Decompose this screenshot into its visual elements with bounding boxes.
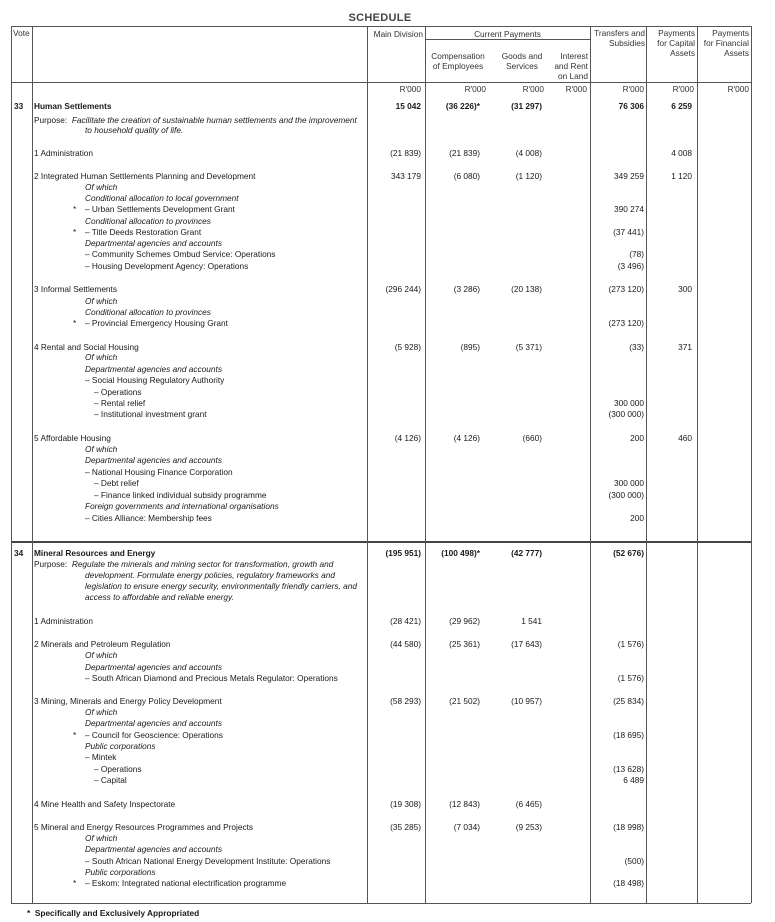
amount-gs: (660): [522, 433, 542, 443]
vote-title: Human Settlements: [34, 101, 112, 111]
amount-ce: (895): [460, 342, 480, 352]
footnote-text: Specifically and Exclusively Appropriated: [34, 908, 200, 918]
header-goods-services: Goods and Services: [501, 51, 543, 71]
amount-ce: (3 286): [453, 284, 480, 294]
header-vote: Vote: [13, 28, 30, 38]
row-label: 4 Mine Health and Safety Inspectorate: [34, 799, 176, 809]
rule-current-payments: [425, 39, 590, 40]
row-label: – Rental relief: [94, 398, 146, 408]
rule-vote-divider: [11, 541, 751, 543]
row-label: – Debt relief: [94, 478, 139, 488]
col-rule: [646, 26, 647, 903]
row-label: Public corporations: [85, 741, 156, 751]
col-rule: [425, 26, 426, 903]
unit-capital: R'000: [672, 84, 694, 94]
amount-gs: (31 297): [511, 101, 542, 111]
header-financial-assets: Payments for Financial Assets: [703, 28, 749, 58]
amount-pc: 4 008: [671, 148, 692, 158]
row-label: 5 Affordable Housing: [34, 433, 111, 443]
unit-transfers: R'000: [622, 84, 644, 94]
rule-top: [11, 26, 751, 27]
amount-ce: (4 126): [453, 433, 480, 443]
appropriation-marker: *: [73, 730, 77, 740]
unit-compensation: R'000: [464, 84, 486, 94]
row-label: Of which: [85, 833, 118, 843]
header-transfers-subsidies: Transfers and Subsidies: [594, 28, 645, 48]
amount-ts: (25 834): [613, 696, 644, 706]
amount-pc: 6 259: [671, 101, 692, 111]
amount-gs: (5 371): [515, 342, 542, 352]
header-capital-assets: Payments for Capital Assets: [657, 28, 695, 58]
row-label: Of which: [85, 352, 118, 362]
row-label: Of which: [85, 182, 118, 192]
row-label: development. Formulate energy policies, regulatory frameworks and: [85, 570, 335, 580]
amount-md: (35 285): [390, 822, 421, 832]
amount-pc: 460: [678, 433, 692, 443]
row-label: – Community Schemes Ombud Service: Operations: [85, 249, 276, 259]
row-label: – Capital: [94, 775, 127, 785]
amount-md: 15 042: [395, 101, 421, 111]
amount-ts: (300 000): [608, 409, 644, 419]
amount-ts: (3 496): [617, 261, 644, 271]
row-label: Foreign governments and international organisations: [85, 501, 279, 511]
purpose-line: Purpose: Facilitate the creation of sustainable human settlements and the improvement: [34, 115, 357, 125]
row-label: access to affordable and reliable energy.: [85, 592, 234, 602]
header-main-division: Main Division: [373, 29, 423, 39]
amount-ce: (100 498)*: [441, 548, 480, 558]
amount-ts: (1 576): [617, 639, 644, 649]
amount-gs: (17 643): [511, 639, 542, 649]
amount-ts: 200: [630, 513, 644, 523]
amount-ts: (273 120): [608, 284, 644, 294]
header-compensation: Compensation of Employees: [431, 51, 485, 71]
row-label: 1 Administration: [34, 148, 94, 158]
amount-ts: (500): [624, 856, 644, 866]
unit-financial: R'000: [727, 84, 749, 94]
row-label: Of which: [85, 650, 118, 660]
unit-goods-services: R'000: [522, 84, 544, 94]
col-rule: [11, 26, 12, 903]
amount-gs: (4 008): [515, 148, 542, 158]
amount-md: (28 421): [390, 616, 421, 626]
amount-md: (4 126): [394, 433, 421, 443]
row-label: – National Housing Finance Corporation: [85, 467, 233, 477]
amount-ce: (25 361): [449, 639, 480, 649]
amount-ts: 76 306: [618, 101, 644, 111]
row-label: – Operations: [94, 764, 142, 774]
vote-number: 34: [14, 548, 24, 558]
col-rule: [751, 26, 752, 903]
amount-gs: (42 777): [511, 548, 542, 558]
col-rule: [697, 26, 698, 903]
row-label: Public corporations: [85, 867, 156, 877]
amount-pc: 371: [678, 342, 692, 352]
row-label: – Council for Geoscience: Operations: [85, 730, 223, 740]
row-label: – Operations: [94, 387, 142, 397]
amount-ts: (18 498): [613, 878, 644, 888]
row-label: 2 Integrated Human Settlements Planning and Development: [34, 171, 256, 181]
amount-ts: (300 000): [608, 490, 644, 500]
amount-ce: (36 226)*: [445, 101, 480, 111]
schedule-title: SCHEDULE: [348, 12, 412, 24]
row-label: – Finance linked individual subsidy programme: [94, 490, 267, 500]
row-label: – Eskom: Integrated national electrification programme: [85, 878, 287, 888]
amount-md: (58 293): [390, 696, 421, 706]
amount-ts: (273 120): [608, 318, 644, 328]
rule-header-bottom: [11, 82, 751, 83]
row-label: – Housing Development Agency: Operations: [85, 261, 249, 271]
row-label: – Urban Settlements Development Grant: [85, 204, 235, 214]
amount-md: (195 951): [385, 548, 421, 558]
amount-ts: (78): [629, 249, 644, 259]
col-rule: [590, 26, 591, 903]
amount-ts: (1 576): [617, 673, 644, 683]
row-label: Of which: [85, 707, 118, 717]
row-label: 3 Mining, Minerals and Energy Policy Development: [34, 696, 222, 706]
row-label: Conditional allocation to provinces: [85, 307, 211, 317]
appropriation-marker: *: [73, 878, 77, 888]
amount-md: (5 928): [394, 342, 421, 352]
amount-md: (296 244): [385, 284, 421, 294]
appropriation-marker: *: [73, 318, 77, 328]
amount-ts: 300 000: [614, 398, 644, 408]
row-label: – Social Housing Regulatory Authority: [85, 375, 225, 385]
vote-title: Mineral Resources and Energy: [34, 548, 156, 558]
header-interest-rent: Interest and Rent on Land: [554, 51, 588, 81]
unit-interest-rent: R'000: [565, 84, 587, 94]
amount-ts: (52 676): [613, 548, 644, 558]
row-label: Conditional allocation to local government: [85, 193, 239, 203]
row-label: legislation to ensure energy security, environmentally friendly carriers, and: [85, 581, 357, 591]
row-label: to household quality of life.: [85, 125, 184, 135]
row-label: 3 Informal Settlements: [34, 284, 118, 294]
row-label: Conditional allocation to provinces: [85, 216, 211, 226]
row-label: Of which: [85, 444, 118, 454]
amount-gs: (9 253): [515, 822, 542, 832]
row-label: Departmental agencies and accounts: [85, 364, 222, 374]
amount-ts: (18 695): [613, 730, 644, 740]
row-label: – South African National Energy Development Institute: Operations: [85, 856, 331, 866]
amount-gs: (10 957): [511, 696, 542, 706]
row-label: Departmental agencies and accounts: [85, 238, 222, 248]
row-label: 5 Mineral and Energy Resources Programmes and Projects: [34, 822, 254, 832]
appropriation-marker: *: [73, 227, 77, 237]
amount-ts: 6 489: [623, 775, 644, 785]
header-current-payments: Current Payments: [474, 29, 541, 39]
amount-ts: 390 274: [614, 204, 644, 214]
amount-ts: (18 998): [613, 822, 644, 832]
amount-md: (19 308): [390, 799, 421, 809]
amount-md: (44 580): [390, 639, 421, 649]
row-label: – Cities Alliance: Membership fees: [85, 513, 212, 523]
amount-gs: (6 465): [515, 799, 542, 809]
amount-md: (21 839): [390, 148, 421, 158]
appropriation-marker: *: [73, 204, 77, 214]
row-label: 1 Administration: [34, 616, 94, 626]
unit-main-division: R'000: [399, 84, 421, 94]
amount-ts: 349 259: [614, 171, 644, 181]
row-label: Of which: [85, 296, 118, 306]
footnote: * Specifically and Exclusively Appropriated: [27, 908, 200, 918]
amount-gs: 1 541: [521, 616, 542, 626]
amount-gs: (1 120): [515, 171, 542, 181]
row-label: Departmental agencies and accounts: [85, 844, 222, 854]
amount-ce: (21 839): [449, 148, 480, 158]
amount-ce: (6 080): [453, 171, 480, 181]
rule-bottom: [11, 903, 751, 904]
vote-number: 33: [14, 101, 24, 111]
amount-ce: (29 962): [449, 616, 480, 626]
row-label: – South African Diamond and Precious Metals Regulator: Operations: [85, 673, 338, 683]
amount-md: 343 179: [391, 171, 421, 181]
row-label: 4 Rental and Social Housing: [34, 342, 139, 352]
amount-gs: (20 138): [511, 284, 542, 294]
amount-pc: 1 120: [671, 171, 692, 181]
row-label: 2 Minerals and Petroleum Regulation: [34, 639, 171, 649]
amount-ce: (21 502): [449, 696, 480, 706]
amount-ts: 200: [630, 433, 644, 443]
row-label: – Provincial Emergency Housing Grant: [85, 318, 228, 328]
amount-ce: (12 843): [449, 799, 480, 809]
row-label: – Institutional investment grant: [94, 409, 207, 419]
amount-ts: (37 441): [613, 227, 644, 237]
row-label: Departmental agencies and accounts: [85, 662, 222, 672]
amount-ts: (33): [629, 342, 644, 352]
row-label: – Mintek: [85, 752, 117, 762]
purpose-line: Purpose: Regulate the minerals and mining sector for transformation, growth and: [34, 559, 334, 569]
amount-ce: (7 034): [453, 822, 480, 832]
row-label: Departmental agencies and accounts: [85, 718, 222, 728]
amount-ts: 300 000: [614, 478, 644, 488]
amount-ts: (13 628): [613, 764, 644, 774]
row-label: Departmental agencies and accounts: [85, 455, 222, 465]
col-rule: [32, 26, 33, 903]
amount-pc: 300: [678, 284, 692, 294]
row-label: – Title Deeds Restoration Grant: [85, 227, 202, 237]
